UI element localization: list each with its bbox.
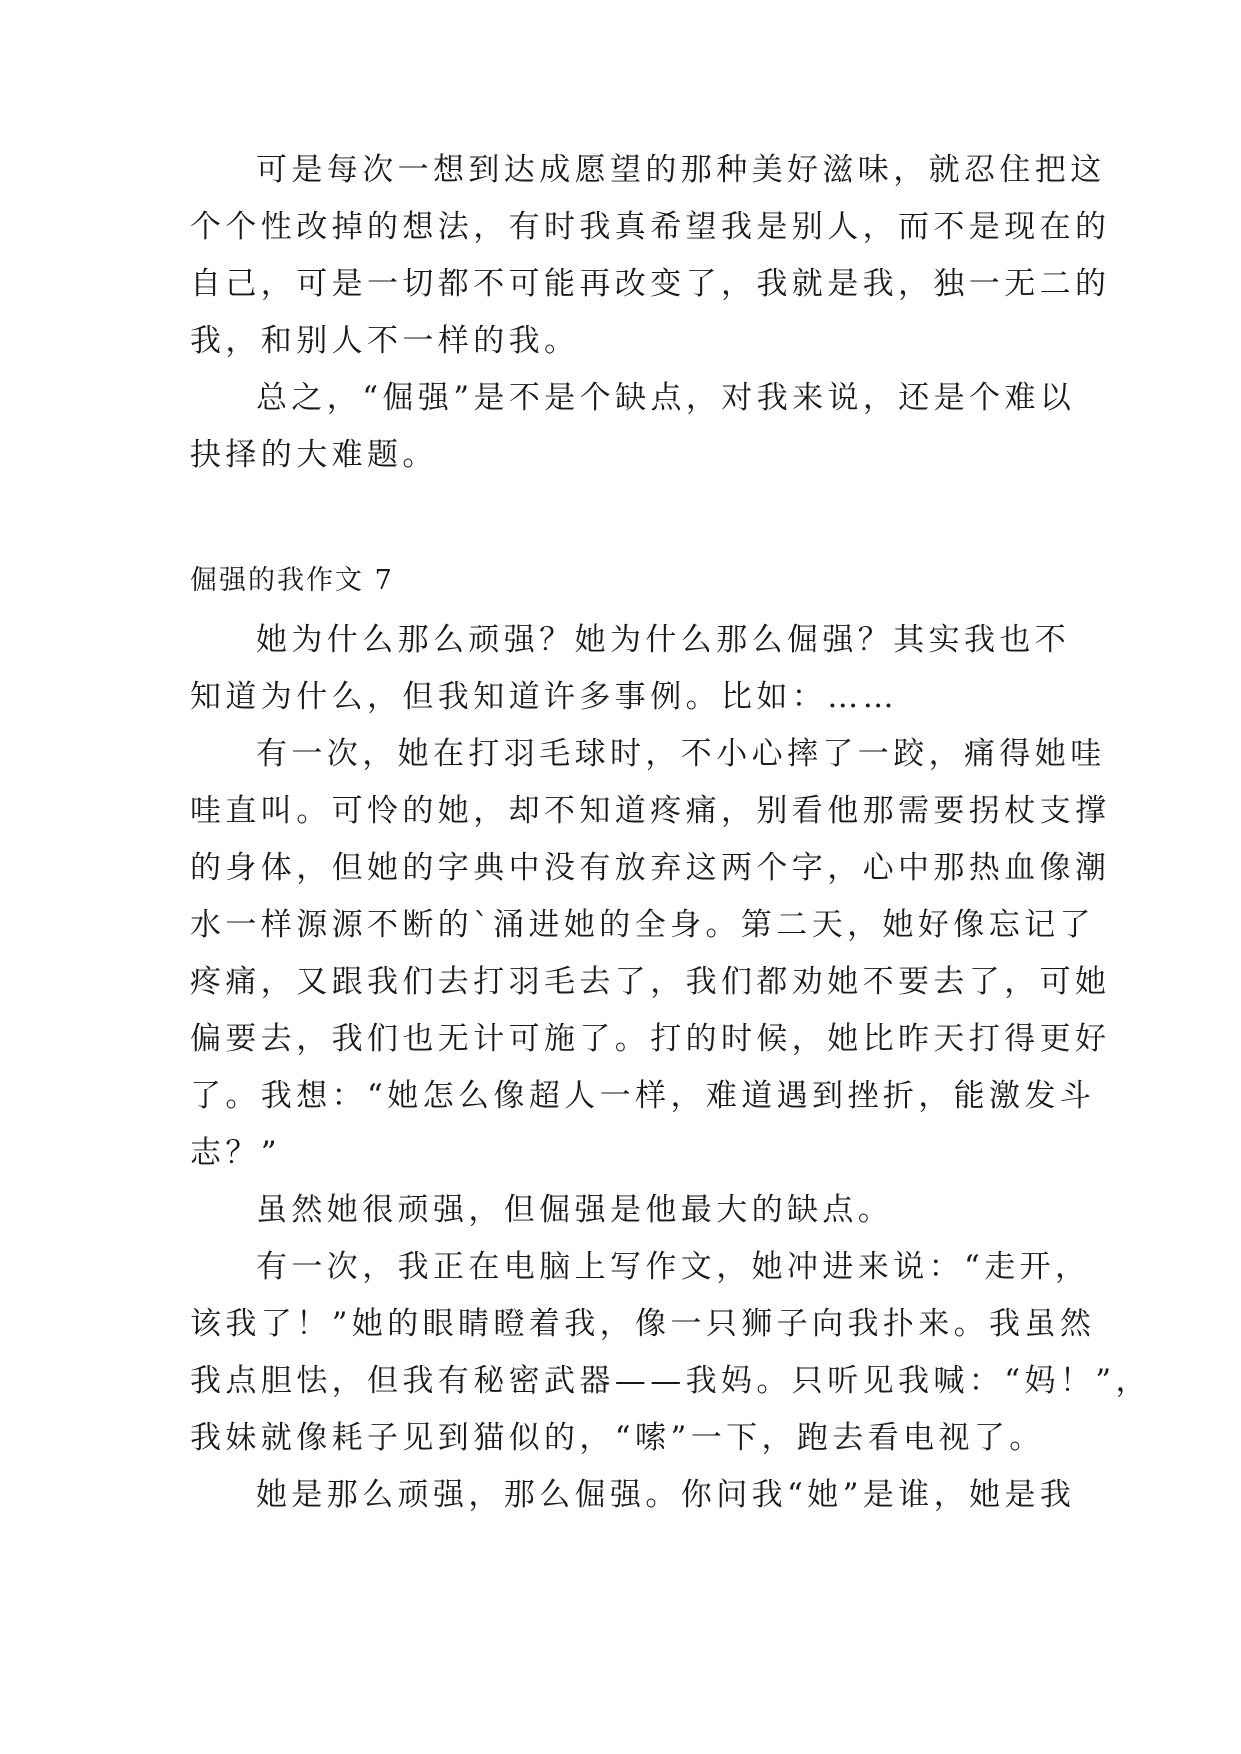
text-line: 有一次，她在打羽毛球时，不小心摔了一跤，痛得她哇 bbox=[256, 736, 1106, 772]
text-line: 知道为什么，但我知道许多事例。比如：…… bbox=[190, 679, 898, 715]
text-line: 的身体，但她的字典中没有放弃这两个字，心中那热血像潮 bbox=[190, 850, 1111, 886]
text-line: 总之，“倔强”是不是个缺点，对我来说，还是个难以 bbox=[256, 380, 1076, 416]
text-line: 该我了！”她的眼睛瞪着我，像一只狮子向我扑来。我虽然 bbox=[190, 1306, 1096, 1342]
text-line: 我，和别人不一样的我。 bbox=[190, 323, 580, 359]
text-line: 了。我想：“她怎么像超人一样，难道遇到挫折，能激发斗 bbox=[190, 1078, 1096, 1114]
text-line: 个个性改掉的想法，有时我真希望我是别人，而不是现在的 bbox=[190, 209, 1111, 245]
text-line: 可是每次一想到达成愿望的那种美好滋味，就忍住把这 bbox=[256, 152, 1106, 188]
text-line: 志？” bbox=[190, 1135, 282, 1171]
section-title: 倔强的我作文 7 bbox=[190, 565, 394, 596]
text-line: 水一样源源不断的`涌进她的全身。第二天，她好像忘记了 bbox=[190, 907, 1095, 943]
text-line: 自己，可是一切都不可能再改变了，我就是我，独一无二的 bbox=[190, 266, 1111, 302]
text-line: 有一次，我正在电脑上写作文，她冲进来说：“走开， bbox=[256, 1249, 1091, 1285]
text-line: 她是那么顽强，那么倔强。你问我“她”是谁，她是我 bbox=[256, 1477, 1076, 1513]
text-line: 偏要去，我们也无计可施了。打的时候，她比昨天打得更好 bbox=[190, 1021, 1111, 1057]
text-line: 抉择的大难题。 bbox=[190, 437, 438, 473]
text-line: 我妹就像耗子见到猫似的，“嗦”一下，跑去看电视了。 bbox=[190, 1420, 1045, 1456]
text-line: 我点胆怯，但我有秘密武器——我妈。只听见我喊：“妈！”， bbox=[190, 1363, 1151, 1399]
text-line: 虽然她很顽强，但倔强是他最大的缺点。 bbox=[256, 1192, 894, 1228]
text-line: 她为什么那么顽强？她为什么那么倔强？其实我也不 bbox=[256, 622, 1071, 658]
text-line: 疼痛，又跟我们去打羽毛去了，我们都劝她不要去了，可她 bbox=[190, 964, 1111, 1000]
text-line: 哇直叫。可怜的她，却不知道疼痛，别看他那需要拐杖支撑 bbox=[190, 793, 1111, 829]
